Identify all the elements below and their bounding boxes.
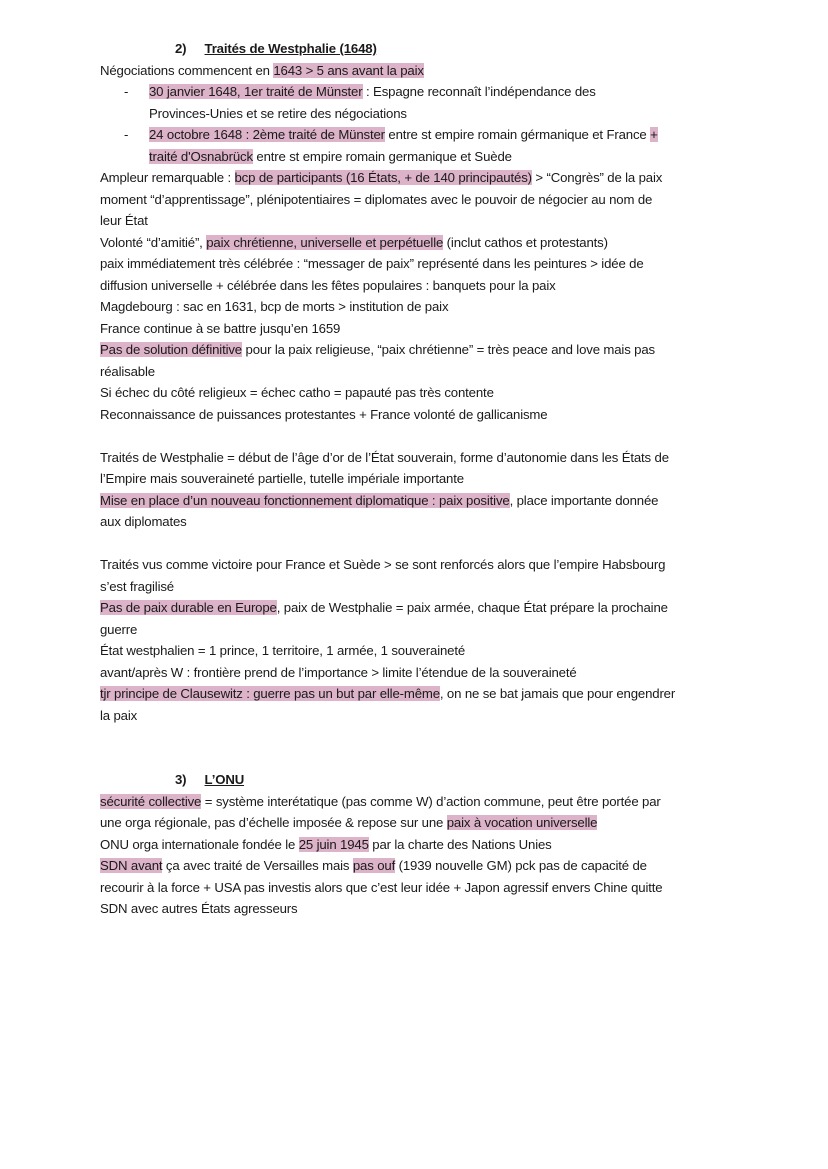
text-segment: (1939 nouvelle GM) pck pas de capacité de	[395, 858, 647, 873]
text-line	[100, 382, 740, 404]
text-line	[100, 662, 740, 684]
highlighted-text: paix à vocation universelle	[446, 815, 598, 830]
section-3-body	[100, 791, 740, 920]
text-segment: pour la paix religieuse, “paix chrétienne” = très peace and love mais pas	[242, 342, 655, 357]
text-line	[100, 834, 740, 856]
highlighted-text: bcp de participants (16 États, + de 140 principautés)	[234, 170, 532, 185]
highlighted-text: 25 juin 1945	[298, 836, 369, 852]
text-line	[100, 189, 740, 211]
text-segment: paix immédiatement très célébrée : “messager de paix” représenté dans les peintures > idée de	[100, 256, 644, 271]
text-line	[100, 60, 740, 82]
text-line	[100, 339, 740, 361]
text-line	[100, 855, 740, 877]
text-line	[100, 898, 740, 920]
highlighted-text: Pas de solution définitive	[100, 342, 242, 357]
text-line	[100, 210, 740, 232]
text-segment: ça avec traité de Versailles mais	[162, 858, 353, 873]
text-segment: entre st empire romain gérmanique et France	[384, 127, 651, 142]
text-segment: la paix	[100, 707, 138, 723]
highlighted-text: traité d'Osnabrück	[149, 148, 253, 164]
text-line	[100, 404, 740, 426]
text-line	[100, 791, 740, 813]
text-segment: Reconnaissance de puissances protestantes + France volonté de gallicanisme	[100, 406, 548, 422]
bullet-text	[123, 84, 596, 99]
text-segment: aux diplomates	[100, 514, 187, 529]
highlighted-text: pas ouf	[352, 858, 396, 873]
highlighted-text: 1643 > 5 ans avant la paix	[273, 62, 424, 78]
highlighted-text: Mise en place d’un nouveau fonctionnement diplomatique : paix positive	[100, 492, 510, 508]
highlighted-text: +	[650, 127, 658, 142]
bullet-dash-icon: -	[124, 127, 129, 142]
text-segment: SDN avec autres États agresseurs	[100, 901, 298, 916]
text-segment: leur État	[100, 213, 148, 228]
text-line	[100, 103, 740, 125]
text-line	[100, 576, 740, 598]
text-segment: s’est fragilisé	[100, 578, 174, 594]
text-line	[100, 253, 740, 275]
section-number: 3)	[175, 772, 187, 787]
blank-line	[100, 726, 740, 748]
blank-line	[100, 425, 740, 447]
text-line	[100, 296, 740, 318]
text-segment: Négociations commencent en	[100, 62, 274, 78]
text-line	[100, 232, 740, 254]
bullet-text	[123, 127, 658, 142]
text-segment: Volonté “d’amitié”,	[100, 234, 207, 250]
text-segment: Traités de Westphalie = début de l’âge d’or de l’État souverain, forme d’autonomie dans les États de	[100, 449, 669, 465]
text-segment: entre st empire romain germanique et Suède	[252, 148, 512, 164]
text-line	[100, 597, 740, 619]
text-segment: , place importante donnée	[509, 492, 659, 508]
text-line	[100, 146, 740, 168]
document-page	[100, 38, 740, 920]
bullet-item	[100, 81, 740, 103]
section-title: L’ONU	[204, 772, 245, 787]
section-2-heading	[100, 38, 740, 60]
text-segment: par la charte des Nations Unies	[368, 836, 552, 852]
text-segment: (inclut cathos et protestants)	[443, 234, 608, 250]
text-line	[100, 318, 740, 340]
text-segment: Si échec du côté religieux = échec catho = papauté pas très contente	[100, 385, 494, 400]
text-segment: ONU orga internationale fondée le	[100, 836, 299, 852]
text-line	[100, 877, 740, 899]
text-segment: une orga régionale, pas d’échelle imposée & repose sur une	[100, 815, 447, 830]
text-segment: Magdebourg : sac en 1631, bcp de morts > institution de paix	[100, 299, 449, 314]
text-line	[100, 683, 740, 705]
highlighted-text: Pas de paix durable en Europe	[100, 600, 277, 615]
blank-line	[100, 748, 740, 770]
bullet-dash-icon: -	[124, 84, 129, 99]
text-segment: diffusion universelle + célébrée dans les fêtes populaires : banquets pour la paix	[100, 277, 556, 293]
text-line	[100, 640, 740, 662]
text-segment: , on ne se bat jamais que pour engendrer	[439, 686, 676, 701]
text-segment: : Espagne reconnaît l’indépendance des	[362, 84, 596, 99]
section-3-heading	[100, 769, 740, 791]
section-2-body	[100, 60, 740, 770]
text-segment: > “Congrès” de la paix	[531, 170, 663, 185]
text-segment: , paix de Westphalie = paix armée, chaque État prépare la prochaine	[276, 600, 668, 615]
highlighted-text: sécurité collective	[100, 793, 202, 809]
text-segment: Ampleur remarquable :	[100, 170, 235, 185]
text-segment: moment “d’apprentissage”, plénipotentiaires = diplomates avec le pouvoir de négocier au nom de	[100, 191, 653, 207]
section-number: 2)	[175, 41, 187, 56]
text-segment: guerre	[100, 621, 138, 637]
text-segment: Provinces-Unies et se retire des négociations	[149, 105, 407, 121]
highlighted-text: 30 janvier 1648, 1er traité de Münster	[149, 84, 363, 99]
text-segment: avant/après W : frontière prend de l’importance > limite l’étendue de la souveraineté	[100, 664, 577, 680]
text-segment: l’Empire mais souveraineté partielle, tutelle impériale importante	[100, 471, 464, 486]
text-line	[100, 511, 740, 533]
text-line	[100, 361, 740, 383]
text-segment: réalisable	[100, 363, 155, 379]
highlighted-text: 24 octobre 1648 : 2ème traité de Münster	[149, 127, 385, 142]
text-line	[100, 812, 740, 834]
text-segment: État westphalien = 1 prince, 1 territoire, 1 armée, 1 souveraineté	[100, 643, 466, 658]
section-title: Traités de Westphalie (1648)	[204, 41, 377, 56]
text-segment: recourir à la force + USA pas investis alors que c’est leur idée + Japon agressif envers Chine quitte	[100, 879, 663, 895]
text-line	[100, 490, 740, 512]
text-line	[100, 619, 740, 641]
bullet-item	[100, 124, 740, 146]
blank-line	[100, 533, 740, 555]
text-line	[100, 167, 740, 189]
text-segment: France continue à se battre jusqu’en 1659	[100, 320, 341, 336]
highlighted-text: paix chrétienne, universelle et perpétuelle	[206, 234, 444, 250]
text-line	[100, 705, 740, 727]
text-line	[100, 275, 740, 297]
text-segment: = système interétatique (pas comme W) d’action commune, peut être portée par	[201, 793, 661, 809]
highlighted-text: SDN avant	[100, 858, 163, 873]
text-line	[100, 554, 740, 576]
text-line	[100, 447, 740, 469]
text-segment: Traités vus comme victoire pour France et Suède > se sont renforcés alors que l’empire Habsbourg	[100, 557, 666, 572]
text-line	[100, 468, 740, 490]
highlighted-text: tjr principe de Clausewitz : guerre pas un but par elle-même	[100, 686, 440, 701]
